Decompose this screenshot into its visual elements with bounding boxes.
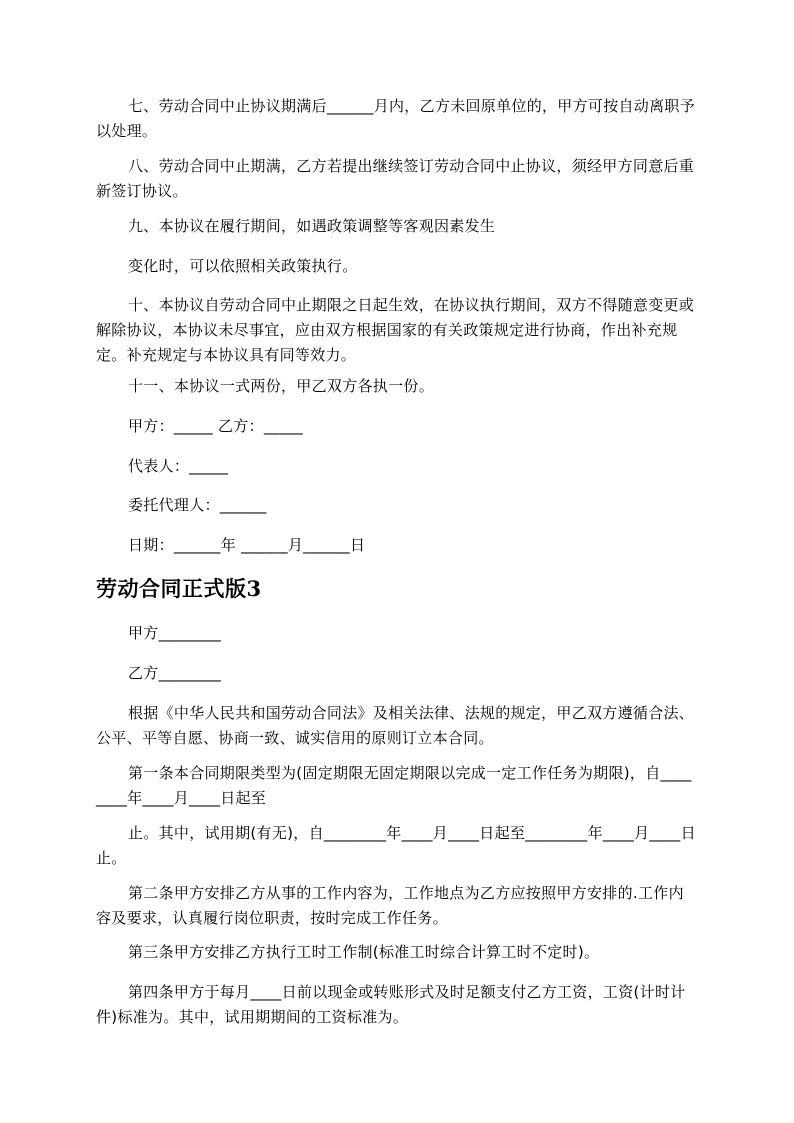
signature-parties: 甲方：_____ 乙方：_____	[128, 417, 303, 435]
clause-8: 八、劳动合同中止期满，乙方若提出继续签订劳动合同中止协议，须经甲方同意后重新签订协议。	[96, 157, 695, 200]
article-1-part-1: 第一条本合同期限类型为(固定期限无固定期限以完成一定工作任务为期限)，自________年____月____日起至	[96, 764, 692, 807]
clause-11: 十一、本协议一式两份，甲乙双方各执一份。	[128, 377, 435, 395]
article-3: 第三条甲方安排乙方执行工时工作制(标准工时综合计算工时不定时)。	[128, 943, 600, 961]
signature-date: 日期：______年 ______月______日	[128, 536, 366, 554]
contract-intro: 根据《中华人民共和国劳动合同法》及相关法律、法规的规定，甲乙双方遵循合法、公平、平等自愿、协商一致、诚实信用的原则订立本合同。	[96, 704, 695, 747]
section-heading: 劳动合同正式版3	[96, 576, 262, 601]
article-4: 第四条甲方于每月____日前以现金或转账形式及时足额支付乙方工资，工资(计时计件)标准为。其中，试用期期间的工资标准为。	[96, 983, 686, 1026]
article-1-part-2: 止。其中，试用期(有无)，自________年____月____日起至________年____月____日止。	[96, 824, 696, 867]
contract-party-a: 甲方________	[128, 624, 222, 642]
article-2: 第二条甲方安排乙方从事的工作内容为，工作地点为乙方应按照甲方安排的.工作内容及要求，认真履行岗位职责，按时完成工作任务。	[96, 884, 684, 927]
clause-7: 七、劳动合同中止协议期满后______月内，乙方未回原单位的，甲方可按自动离职予以处理。	[96, 97, 696, 140]
clause-10: 十、本协议自劳动合同中止期限之日起生效，在协议执行期间，双方不得随意变更或解除协议，本协议未尽事宜，应由双方根据国家的有关政策规定进行协商，作出补充规定。补充规定与本协议具有同等效力。	[96, 296, 695, 364]
clause-9-line-1: 九、本协议在履行期间，如遇政策调整等客观因素发生	[128, 217, 496, 235]
clause-9-line-2: 变化时，可以依照相关政策执行。	[128, 257, 358, 275]
signature-representative: 代表人：_____	[128, 457, 229, 475]
contract-party-b: 乙方________	[128, 664, 222, 682]
signature-agent: 委托代理人：______	[128, 496, 267, 514]
